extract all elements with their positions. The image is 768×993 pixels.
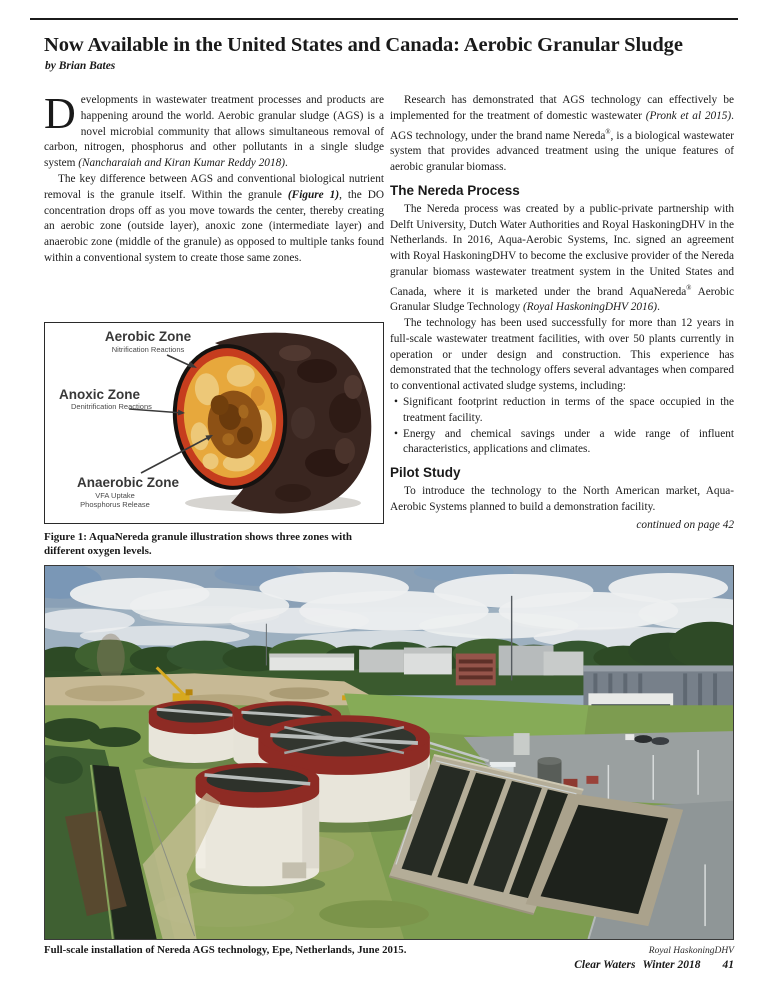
paragraph: The Nereda process was created by a public-private partnership with Delft University, Dutch Water Authorities and Royal HaskoningDHV in the Netherlands. In 2016, Aqua-Aerobic Systems, Inc. signed an agreement with Royal HaskoningDHV to become the exclusive provider of the Nereda granular biomass wastewater treatment system in the United States and Canada, where it is marketed under the brand AquaNereda® Aerobic Granular Sludge Technology (Royal HaskoningDHV 2016). [390,202,734,314]
figure-1-caption: Figure 1: AquaNereda granule illustration shows three zones with different oxygen levels. [44,531,353,557]
anoxic-zone-label: Anoxic Zone [59,387,141,402]
bullet-marker: • [394,396,398,409]
continued-note: continued on page 42 [636,518,734,531]
bullet-item [390,395,734,427]
issue-label: Winter 2018 [642,959,701,971]
section-heading-pilot-study: Pilot Study [390,465,461,481]
top-rule [30,18,738,20]
granule-diagram [45,323,383,523]
paragraph: The key difference between AGS and conventional biological nutrient removal is the granule itself. Within the granule (Figure 1), the DO concentration drops off as you move towards the center, thereby creating an aerobic zone (outside layer), anoxic zone (intermediate layer) and anaerobic zone (middle of the granule) as opposed to multiple tanks found within a conventional system to create those same zones. [44,172,385,264]
bullet-text: Significant footprint reduction in terms of the space occupied in the treatment facility. [403,396,734,424]
journal-name: Clear Waters [574,959,636,971]
facility-photo [44,565,734,940]
paragraph-text: evelopments in wastewater treatment processes and products are happening around the world. Aerobic granular sludge (AGS) is a novel microbial community that allows simultaneous removal of carbon, nitrogen, phosphorus and other pollutants in a single sludge system (Nancharaiah and Kiran Kumar Reddy 2018). [44,94,384,170]
paragraph: The technology has been used successfully for more than 12 years in full-scale wastewater treatment facilities, with over 50 plants currently in operation or under design and construction. This experience has demonstrated that the technology offers several advantages when compared to conventional activated sludge systems, including: [390,317,734,393]
figure-1-granule-illustration [44,322,384,524]
drop-cap: D [44,89,76,138]
right-column [390,93,734,534]
bullet-text: Energy and chemical savings under a wide range of influent characteristics, applications and climates. [403,427,734,456]
aerobic-zone-label: Aerobic Zone [104,329,192,344]
paragraph: To introduce the technology to the North American market, Aqua-Aerobic Systems planned to build a demonstration facility. [390,485,734,514]
parked-car [634,735,652,743]
anaerobic-zone-label: Anaerobic Zone [77,475,180,490]
aerobic-zone-sublabel: Nitrification Reactions [111,345,185,354]
section-heading-nereda-process: The Nereda Process [390,182,520,198]
byline: by Brian Bates [45,60,116,72]
clouds [45,572,733,651]
anaerobic-zone-sublabel-1: VFA Uptake [95,491,135,500]
photo-credit: Royal HaskoningDHV [648,946,734,956]
facility-photo-art [45,566,733,939]
anaerobic-zone-sublabel-2: Phosphorus Release [80,500,150,509]
page-number: 41 [722,959,734,971]
bullet-item [390,427,734,459]
anoxic-zone-sublabel: Denitrification Reactions [71,402,152,411]
dust-plume [97,634,125,682]
paragraph [44,89,384,172]
photo-caption-row [44,944,734,956]
page-title: Now Available in the United States and Canada: Aerobic Granular Sludge [44,34,683,56]
paragraph: Research has demonstrated that AGS technology can effectively be implemented for the treatment of domestic wastewater (Pronk et al 2015). AGS technology, under the brand name Nereda®, is a biological wastewater system that provides advanced treatment using the unique features of aerobic granular biomass. [390,94,735,173]
bullet-marker: • [394,427,398,440]
photo-caption: Full-scale installation of Nereda AGS technology, Epe, Netherlands, June 2015. [44,944,407,956]
concrete-pad [282,862,306,878]
article-header [44,33,734,72]
page-footer [44,959,734,971]
left-column [44,89,385,267]
